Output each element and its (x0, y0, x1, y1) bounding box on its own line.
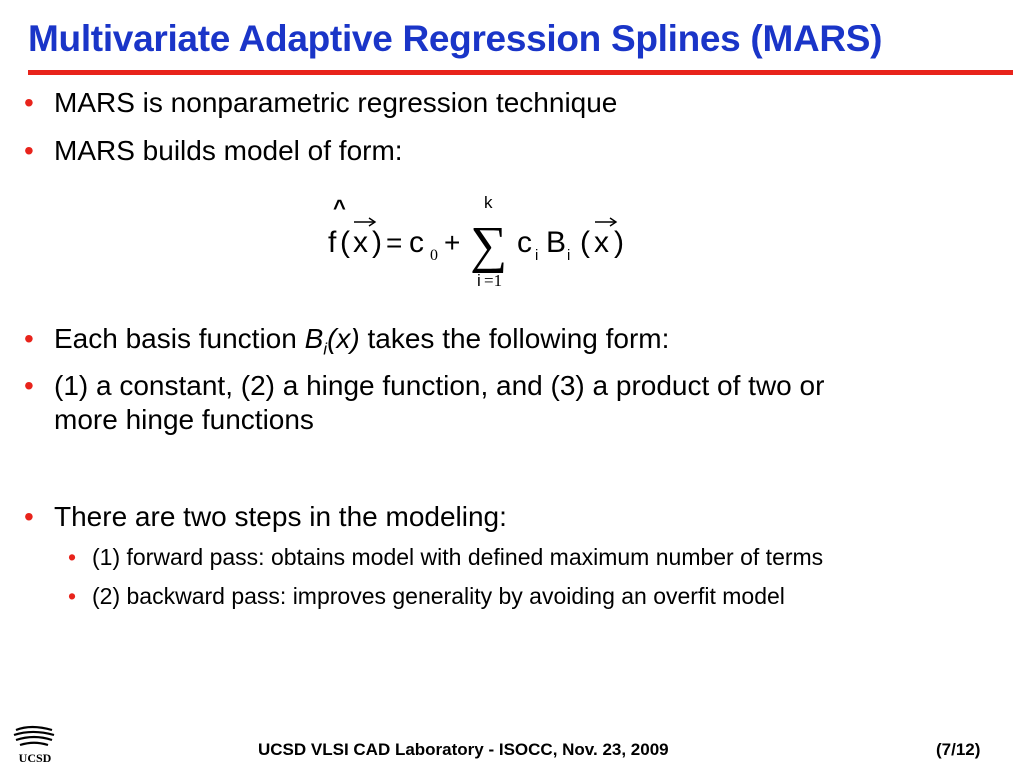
basis-arg: (x) (327, 323, 360, 354)
eq-paren-close: ) (372, 226, 382, 259)
sub-bullet-text: (2) backward pass: improves generality by avoiding an overfit model (92, 583, 785, 609)
eq-B-subscript: i (567, 247, 571, 264)
eq-paren-open-2: ( (580, 226, 590, 259)
bullet-marker: • (24, 370, 34, 401)
eq-plus: + (444, 227, 461, 258)
ucsd-wave-icon (14, 727, 54, 745)
slide-title: Multivariate Adaptive Regression Splines (MARS) (28, 18, 883, 59)
vector-arrow-icon (595, 218, 616, 226)
bullet-text-line-2: more hinge functions (54, 404, 314, 435)
eq-equals: = (386, 227, 403, 258)
ucsd-logo (8, 724, 62, 764)
bullet-text: There are two steps in the modeling: (54, 501, 507, 532)
eq-hat: ^ (333, 195, 346, 220)
bullet-text: MARS is nonparametric regression technique (54, 87, 618, 118)
eq-ci-subscript: i (535, 247, 539, 264)
bullet-marker: • (24, 135, 34, 166)
eq-f: f (328, 226, 337, 259)
vector-arrow-icon (354, 218, 375, 226)
eq-ci-c: c (517, 226, 532, 259)
footer-lab: UCSD VLSI CAD Laboratory - ISOCC, Nov. 23, 2009 (258, 740, 669, 759)
eq-paren-open: ( (340, 226, 350, 259)
basis-prefix: Each basis function (54, 323, 305, 354)
eq-x-2: x (594, 226, 609, 259)
bullet-text (54, 322, 669, 367)
sub-bullet-text: (1) forward pass: obtains model with defined maximum number of terms (92, 544, 824, 570)
ucsd-logo-text: UCSD (18, 751, 52, 764)
eq-lower-limit-rest: =1 (484, 271, 503, 290)
eq-lower-limit-i: i (477, 271, 481, 290)
bullet-marker: • (24, 87, 34, 118)
bullet-text: MARS builds model of form: (54, 135, 403, 166)
bullet-marker: • (24, 323, 34, 354)
eq-c-subscript: 0 (430, 247, 438, 264)
sub-bullet-marker: • (68, 544, 77, 570)
eq-B: B (546, 226, 567, 259)
eq-c: c (409, 226, 424, 259)
eq-upper-limit: k (484, 193, 493, 212)
basis-B: B (304, 323, 324, 354)
eq-paren-close-2: ) (614, 226, 624, 259)
basis-B-subscript: i (323, 339, 328, 359)
bullet-marker: • (24, 501, 34, 532)
bullet-text-line-1: (1) a constant, (2) a hinge function, and (3) a product of two or (54, 370, 825, 401)
eq-sigma: ∑ (470, 217, 508, 274)
title-underline (28, 70, 1013, 75)
sub-bullet-marker: • (68, 583, 77, 609)
footer-page-number: (7/12) (936, 740, 981, 759)
basis-suffix: takes the following form: (359, 323, 670, 354)
eq-x: x (353, 226, 368, 259)
